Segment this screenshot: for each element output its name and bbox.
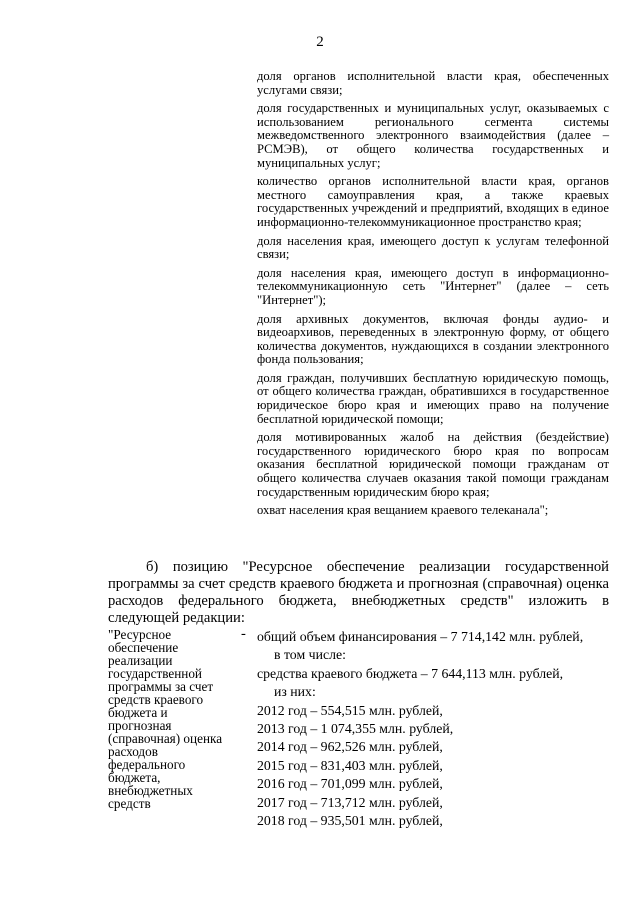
- funding-of-which: из них:: [274, 684, 316, 700]
- funding-year: 2016 год – 701,099 млн. рублей,: [257, 776, 443, 792]
- indicator-item: доля архивных документов, включая фонды аудио- и видеоархивов, переведенных в электронную форму, от общего количества документов, нуждающихся в создании электронного фонда пользования;: [257, 311, 609, 367]
- indicator-item: доля населения края, имеющего доступ в информационно-телекоммуникационную сеть "Интернет" (далее – сеть "Интернет");: [257, 265, 609, 307]
- intro-paragraph: б) позицию "Ресурсное обеспечение реализации государственной программы за счет средств краевого бюджета и прогнозная (справочная) оценка расходов федерального бюджета, внебюджетных средств" изложить в следующей редакции:: [108, 559, 609, 626]
- funding-regional: средства краевого бюджета – 7 644,113 млн. рублей,: [257, 665, 564, 681]
- page-number: 2: [316, 34, 324, 50]
- funding-total: общий объем финансирования – 7 714,142 млн. рублей,: [257, 629, 584, 644]
- funding-year: 2012 год – 554,515 млн. рублей,: [257, 702, 443, 718]
- funding-year: 2014 год – 962,526 млн. рублей,: [257, 739, 443, 755]
- indicator-item: доля граждан, получивших бесплатную юридическую помощь, от общего количества граждан, обратившихся в государственное юридическое бюро края и имеющих право на получение бесплатной юридической помощи;: [257, 370, 609, 426]
- indicator-item: доля государственных и муниципальных услуг, оказываемых с использованием регионального сегмента системы межведомственного электронного взаимодействия (далее – РСМЭВ), от общего количества государственных и муниципальных услуг;: [257, 101, 609, 170]
- indicator-item: охват населения края вещанием краевого телеканала";: [257, 503, 549, 518]
- dash-separator: -: [241, 626, 246, 642]
- funding-block: [257, 628, 617, 830]
- funding-year: 2018 год – 935,501 млн. рублей,: [257, 813, 443, 829]
- indicator-item: доля населения края, имеющего доступ к услугам телефонной связи;: [257, 233, 609, 262]
- funding-year: 2013 год – 1 074,355 млн. рублей,: [257, 721, 454, 737]
- indicators-list: [257, 70, 609, 523]
- funding-including: в том числе:: [274, 647, 346, 663]
- indicator-item: доля органов исполнительной власти края, обеспеченных услугами связи;: [257, 69, 609, 97]
- indicator-item: количество органов исполнительной власти края, органов местного самоуправления края, а также краевых государственных учреждений и предприятий, входящих в единое информационно-телекоммуникационное пространство края;: [257, 174, 609, 229]
- indicator-item: доля мотивированных жалоб на действия (бездействие) государственного юридического бюро края по вопросам оказания бесплатной юридической помощи гражданам от общего количества случаев оказания такой помощи гражданам государственным юридическим бюро края;: [257, 430, 609, 499]
- funding-year: 2015 год – 831,403 млн. рублей,: [257, 757, 443, 773]
- resource-label: "Ресурсное обеспечение реализации государственной программы за счет средств краевого бюджета и прогнозная (справочная) оценка расходов федерального бюджета, внебюджетных средств: [108, 627, 223, 811]
- funding-year: 2017 год – 713,712 млн. рублей,: [257, 794, 443, 810]
